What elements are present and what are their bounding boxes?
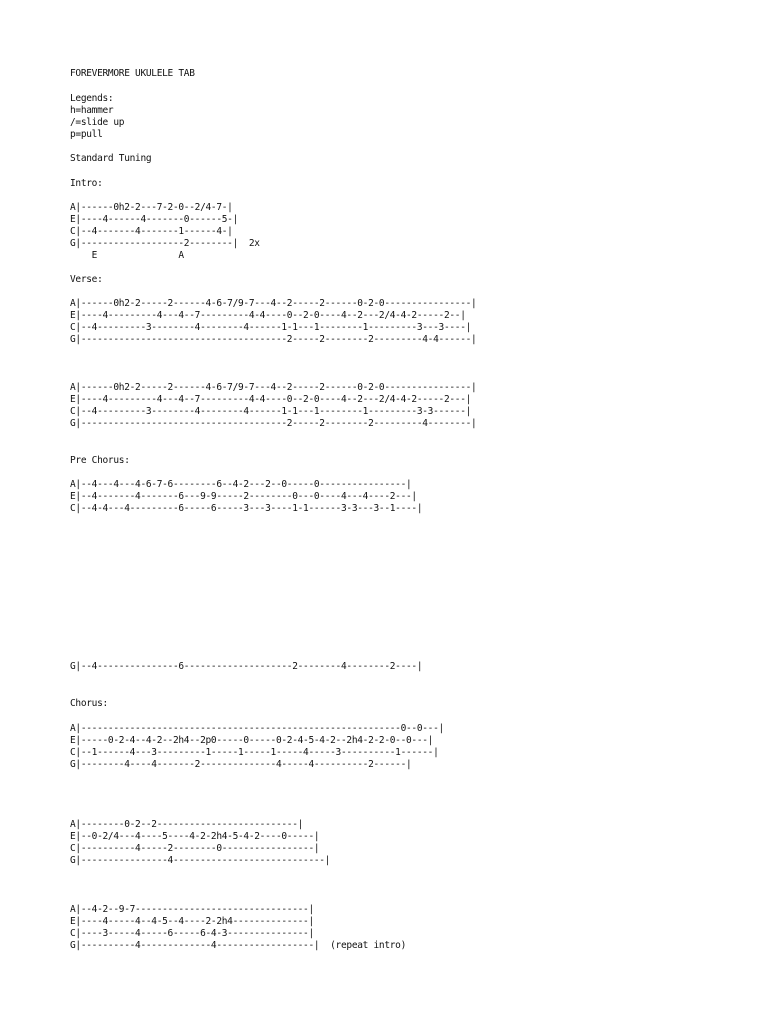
tab-line: A|------0h2-2-----2------4-6-7/9-7---4--2-----2------0-2-0----------------| [70, 298, 477, 309]
tab-line: C|--4---------3--------4--------4------1-1---1--------1---------3-3------| [70, 406, 472, 417]
tab-line: E|----4-----4--4-5--4----2-2h4--------------| [70, 916, 314, 927]
tab-line: C|--4-------4-------1------4-| [70, 226, 233, 237]
tab-line: A|------0h2-2---7-2-0--2/4-7-| [70, 202, 233, 213]
tab-line: E|-----0-2-4--4-2--2h4--2p0-----0-----0-2-4-5-4-2--2h4-2-2-0--0---| [70, 735, 434, 746]
legend-item: p=pull [70, 129, 103, 140]
pre-chorus-heading: Pre Chorus: [70, 455, 130, 466]
intro-heading: Intro: [70, 178, 103, 189]
legends-heading: Legends: [70, 93, 114, 104]
tab-line: A|--4---4---4-6-7-6--------6--4-2---2--0-----0----------------| [70, 479, 412, 490]
tab-line: C|--1------4---3---------1-----1-----1-----4-----3----------1------| [70, 747, 439, 758]
tab-line: A|------0h2-2-----2------4-6-7/9-7---4--2-----2------0-2-0----------------| [70, 382, 477, 393]
tab-line: G|--4---------------6--------------------2--------4--------2----| [70, 661, 423, 672]
tab-line: G|--------------------------------------2-----2--------2---------4--------| [70, 418, 477, 429]
tab-line: G|-------------------2--------| 2x [70, 238, 260, 249]
tab-line: G|--------4----4-------2--------------4-----4----------2------| [70, 759, 412, 770]
chord-names: E A [70, 250, 184, 261]
document-title: FOREVERMORE UKULELE TAB [70, 68, 195, 79]
tab-line: E|--4-------4-------6---9-9-----2--------0---0----4---4----2---| [70, 491, 417, 502]
tab-line: G|--------------------------------------2-----2--------2---------4-4------| [70, 334, 477, 345]
tab-line: C|----3-----4-----6-----6-4-3---------------| [70, 928, 314, 939]
tab-line: E|--0-2/4---4----5----4-2-2h4-5-4-2----0-----| [70, 831, 320, 842]
tab-line: A|--------0-2--2--------------------------| [70, 819, 304, 830]
tuning-label: Standard Tuning [70, 153, 152, 164]
tab-line: E|----4---------4---4--7---------4-4----0--2-0----4--2---2/4-4-2-----2--| [70, 310, 466, 321]
tab-line: G|----------4-------------4------------------| (repeat intro) [70, 940, 407, 951]
legend-item: h=hammer [70, 105, 114, 116]
verse-heading: Verse: [70, 274, 103, 285]
tab-line: A|-----------------------------------------------------------0--0---| [70, 723, 444, 734]
tab-line: A|--4-2--9-7--------------------------------| [70, 904, 314, 915]
legend-item: /=slide up [70, 117, 125, 128]
tab-line: E|----4---------4---4--7---------4-4----0--2-0----4--2---2/4-4-2-----2---| [70, 394, 472, 405]
tab-line: E|----4------4-------0------5-| [70, 214, 239, 225]
tab-line: C|--4---------3--------4--------4------1-1---1--------1---------3---3----| [70, 322, 472, 333]
tab-line: G|----------------4----------------------------| [70, 855, 331, 866]
chorus-heading: Chorus: [70, 698, 108, 709]
tab-line: C|----------4-----2--------0-----------------| [70, 843, 320, 854]
tab-line: C|--4-4---4---------6-----6-----3---3----1-1------3-3---3--1----| [70, 503, 423, 514]
